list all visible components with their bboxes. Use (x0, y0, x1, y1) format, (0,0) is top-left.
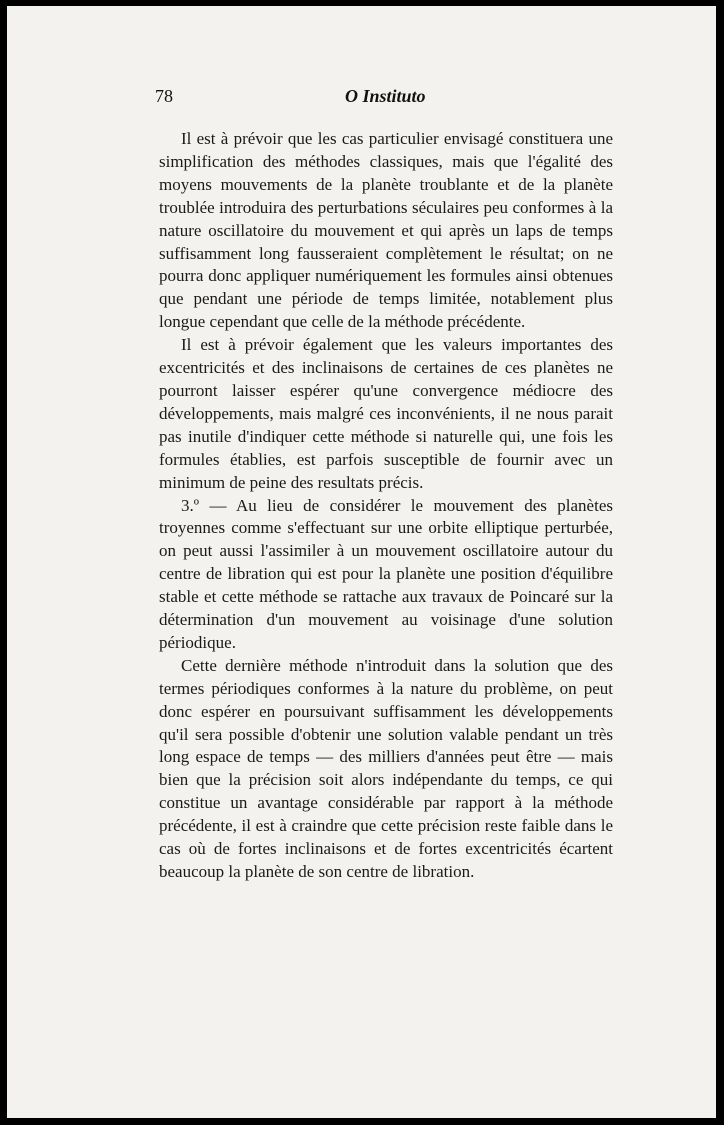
page-number: 78 (155, 86, 173, 106)
page-header (155, 86, 569, 110)
paragraph: Il est à prévoir que les cas particulier envisagé constituera une simplification des méthodes classiques, mais que l'égalité des moyens mouvements de la planète troublante et de la planète troublée introduira des perturbations séculaires peu conformes à la nature oscillatoire du mouvement et qui après un laps de temps suffisamment long fausseraient complètement le résultat; on ne pourra donc appliquer numériquement les formules ainsi obtenues que pendant une période de temps limitée, notablement plus longue cependant que celle de la méthode précédente. (159, 129, 613, 332)
paragraph: Cette dernière méthode n'introduit dans la solution que des termes périodiques conformes à la nature du problème, on peut donc espérer en poursuivant suffisamment les développements qu'il sera possible d'obtenir une solution valable pendant un très long espace de temps — des milliers d'années peut être — mais bien que la précision soit alors indépendante du temps, ce qui constitue un avantage considérable par rapport à la méthode précédente, il est à craindre que cette précision reste faible dans le cas où de fortes inclinaisons et de fortes excentricités écartent beaucoup la planète de son centre de libration. (159, 655, 613, 881)
body-text (159, 128, 613, 884)
running-title: O Instituto (345, 86, 426, 106)
paragraph: Il est à prévoir également que les valeurs importantes des excentricités et des inclinaisons de certaines de ces planètes ne pourront laisser espérer qu'une convergence médiocre des développements, mais malgré ces inconvénients, il ne nous parait pas inutile d'indiquer cette méthode si naturelle qui, une fois les formules établies, est parfois susceptible de fournir avec un minimum de peine des resultats précis. (159, 335, 613, 492)
paragraph: 3.º — Au lieu de considérer le mouvement des planètes troyennes comme s'effectuant sur une orbite elliptique perturbée, on peut aussi l'assimiler à un mouvement oscillatoire autour du centre de libration qui est pour la planète une position d'équilibre stable et cette méthode se rattache aux travaux de Poincaré sur la détermination d'un mouvement au voisinage d'une solution périodique. (159, 495, 613, 652)
